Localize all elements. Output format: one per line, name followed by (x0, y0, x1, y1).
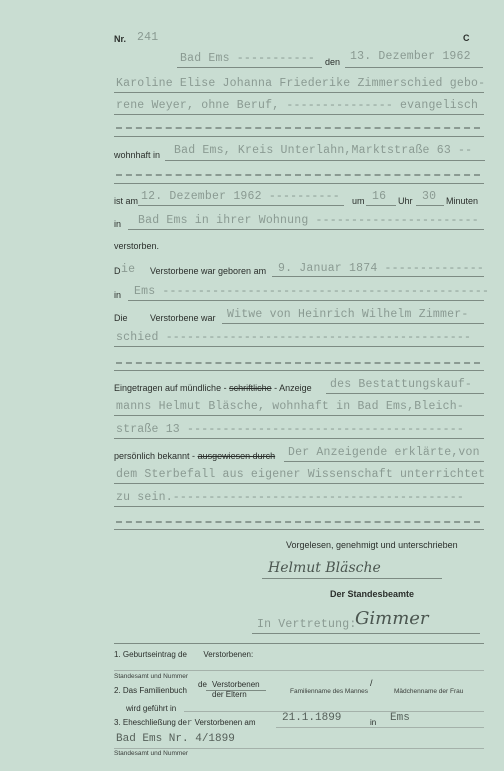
den-label: den (325, 57, 341, 67)
footer-item-2-eltern: der Eltern (212, 690, 247, 699)
birth-place: Ems ---------------------------------------------- (134, 285, 490, 298)
marriage-in-label: in (370, 718, 377, 727)
familienname-mann-label: Familienname des Mannes (290, 688, 369, 695)
marital-prefix: Die (114, 313, 128, 323)
identity-label-start: persönlich bekannt - (114, 451, 196, 461)
identity-line-3: zu sein.----------------------------------------- (116, 491, 464, 504)
standesamt-label-3: Standesamt und Nummer (114, 750, 189, 757)
footer-item-3 (114, 718, 256, 728)
identity-label-struck: ausgewiesen durch (197, 451, 276, 461)
footer-item-3-label: 3. Eheschließung de (114, 718, 187, 727)
footer-item-1-label: 1. Geburtseintrag de (114, 650, 187, 659)
registration-place: Bad Ems ----------- (180, 52, 315, 65)
footer-item-1-tail: Verstorbenen: (203, 650, 254, 659)
identity-label (114, 451, 275, 461)
standesamt-label-1: Standesamt und Nummer (114, 673, 189, 680)
death-minute: 30 (422, 190, 437, 203)
person-line-1: Karoline Elise Johanna Friederike Zimmerschied gebo- (116, 77, 486, 90)
birth-label: Verstorbene war geboren am (150, 266, 267, 276)
birth-in-label: in (114, 290, 122, 300)
registration-line-1: des Bestattungskauf- (330, 378, 473, 391)
registration-label-struck: schriftliche (229, 383, 272, 393)
um-label: um (352, 196, 365, 206)
registrar-title: Der Standesbeamte (330, 589, 415, 599)
footer-item-2-de: de (198, 680, 207, 689)
marital-line-2: schied ------------------------------------------- (116, 331, 472, 344)
death-in-label: in (114, 219, 122, 229)
series-letter: C (463, 33, 470, 43)
birth-date: 9. Januar 1874 -------------- (278, 262, 484, 275)
death-hour: 16 (372, 190, 387, 203)
registration-label-end: - Anzeige (274, 383, 312, 393)
residence-value: Bad Ems, Kreis Unterlahn,Marktstraße 63 -- (174, 144, 473, 157)
read-approved-text: Vorgelesen, genehmigt und unterschrieben (286, 540, 458, 550)
identity-line-2: dem Sterbefall aus eigener Wissenschaft unterrichtet (116, 468, 486, 481)
registration-line-2: manns Helmut Bläsche, wohnhaft in Bad Ems,Bleich- (116, 400, 464, 413)
marriage-date: 21.1.1899 (282, 712, 342, 724)
nr-label: Nr. (114, 34, 127, 44)
in-vertretung-label: In Vertretung: (257, 618, 357, 631)
footer-item-2-verstorbenen: Verstorbenen (212, 680, 260, 689)
maedchenname-frau-label: Mädchenname der Frau (394, 688, 464, 695)
verstorben-label: verstorben. (114, 241, 160, 251)
death-place: Bad Ems in ihrer Wohnung ----------------------- (138, 214, 479, 227)
footer-item-3-tail: Verstorbenen am (194, 718, 256, 727)
residence-label: wohnhaft in (114, 150, 161, 160)
registration-label-start: Eingetragen auf mündliche - (114, 383, 227, 393)
uhr-label: Uhr (398, 196, 413, 206)
marriage-place: Ems (390, 712, 410, 724)
wird-gefuehrt-label: wird geführt in (126, 704, 177, 713)
nr-value: 241 (137, 31, 159, 44)
person-line-2: rene Weyer, ohne Beruf, --------------- evangelisch (116, 99, 479, 112)
registration-label (114, 383, 312, 393)
footer-item-3-r: r (186, 718, 193, 728)
informant-signature: Helmut Bläsche (268, 560, 381, 576)
registrar-signature: Gimmer (355, 608, 429, 629)
ist-am-label: ist am (114, 196, 139, 206)
identity-line-1: Der Anzeigende erklärte,von (288, 446, 480, 459)
footer-item-2-label: 2. Das Familienbuch (114, 686, 187, 695)
birth-prefix-typed: ie (121, 263, 136, 276)
marriage-register: Bad Ems Nr. 4/1899 (116, 733, 235, 745)
registration-line-3: straße 13 --------------------------------------- (116, 423, 464, 436)
registration-date: 13. Dezember 1962 (350, 50, 471, 63)
footer-item-1 (114, 650, 253, 659)
marital-label: Verstorbene war (150, 313, 216, 323)
birth-prefix: D (114, 266, 121, 276)
death-date: 12. Dezember 1962 ---------- (141, 190, 340, 203)
minuten-label: Minuten (446, 196, 479, 206)
slash-separator: / (370, 678, 373, 688)
marital-line-1: Witwe von Heinrich Wilhelm Zimmer- (227, 308, 469, 321)
